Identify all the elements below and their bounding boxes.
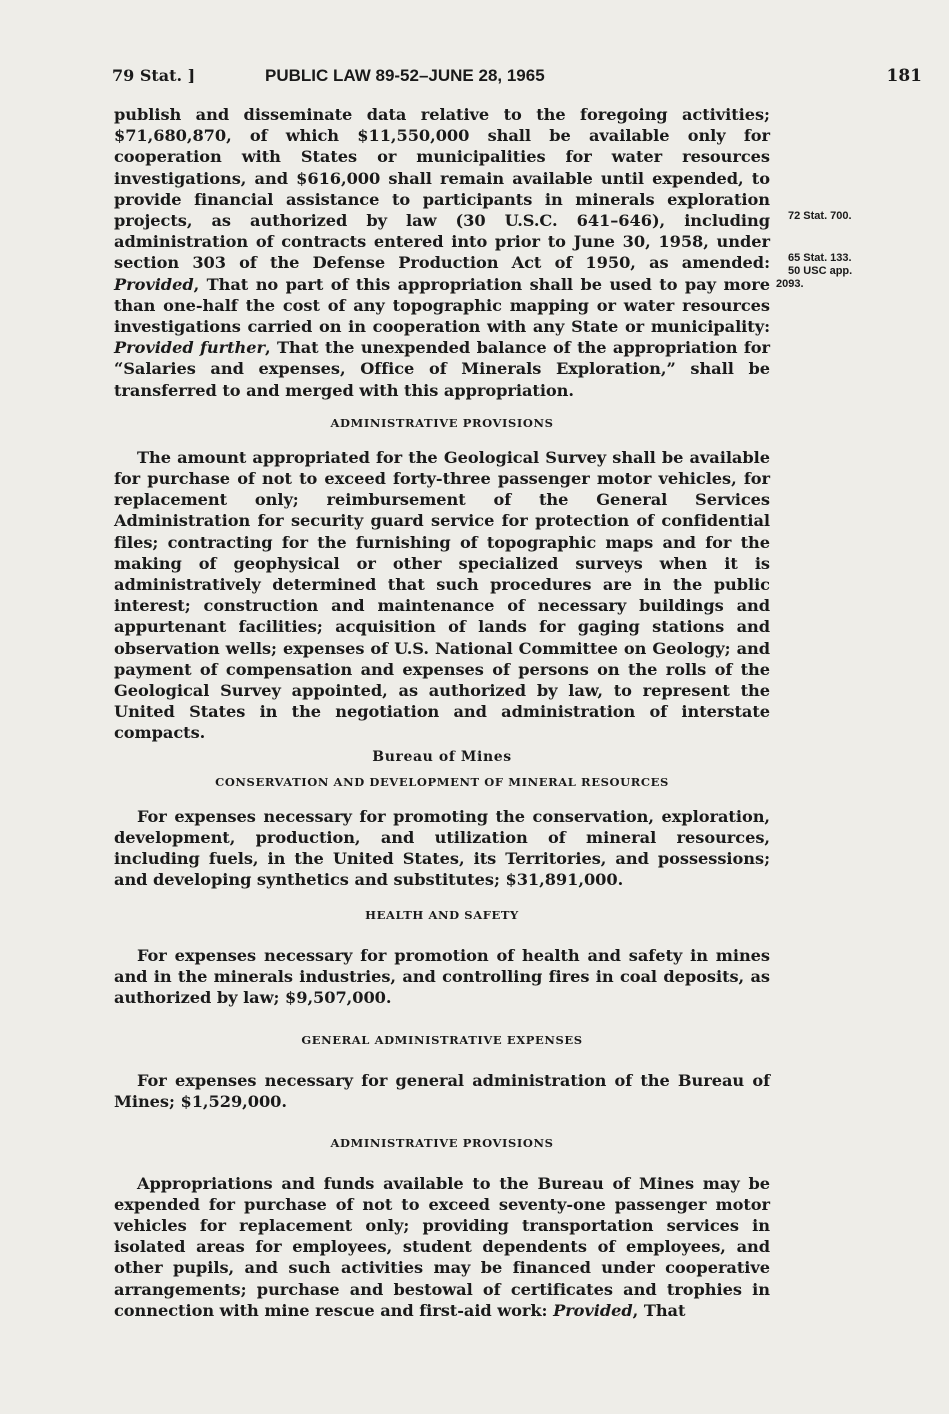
proviso-term: Provided — [114, 274, 194, 294]
statute-reference: 79 Stat. ] — [112, 66, 196, 85]
margin-citation: 65 Stat. 133. — [788, 252, 852, 264]
page-title: PUBLIC LAW 89-52–JUNE 28, 1965 — [265, 66, 545, 85]
paragraph: For expenses necessary for general administration of the Bureau of Mines; $1,529,000. — [114, 1071, 770, 1112]
margin-citation: 50 USC app. — [788, 265, 853, 277]
margin-citation: 2093. — [776, 278, 804, 290]
paragraph: publish and disseminate data relative to the foregoing activities; $71,680,870, of which $11,550,000 shall be available only for cooperation with States or municipalities for water resources investigations, and $616,000 shall remain available until expended, to provide financial assistance to participants in minerals exploration projects, as authorized by law (30 U.S.C. 641–646), including administration of contracts entered into prior to June 30, 1958, under section 303 of the Defense Production Act of 1950, as amended: Provided, That no part of this appropriation shall be used to pay more than one-half the cost of any topographic mapping or water resources investigations carried on in cooperation with any State or municipality: Provided further, That the unexpended balance of the appropriation for “Salaries and expenses, Office of Minerals Exploration,” shall be transferred to and merged with this appropriation. — [114, 105, 770, 400]
proviso-term: Provided — [553, 1300, 633, 1320]
paragraph: For expenses necessary for promoting the conservation, exploration, development, production, and utilization of mineral resources, including fuels, in the United States, its Territories, and possessions; and developing synthetics and substitutes; $31,891,000. — [114, 806, 770, 890]
section-heading: HEALTH AND SAFETY — [365, 907, 519, 922]
page-header — [112, 66, 922, 96]
margin-citation: 72 Stat. 700. — [788, 210, 852, 222]
page-number: 181 — [886, 66, 922, 86]
paragraph: Appropriations and funds available to the Bureau of Mines may be expended for purchase of not to exceed seventy-one passenger motor vehicles for replacement only; providing transportation services in isolated areas for employees, student dependents of employees, and other pupils, and such activities may be financed under cooperative arrangements; purchase and bestowal of certificates and trophies in connection with mine rescue and first-aid work: Provided, That — [114, 1173, 770, 1320]
section-heading: ADMINISTRATIVE PROVISIONS — [330, 415, 554, 430]
proviso-term: Provided further — [114, 338, 265, 358]
document-body — [114, 104, 770, 1321]
paragraph: For expenses necessary for promotion of health and safety in mines and in the minerals industries, and controlling fires in coal deposits, as authorized by law; $9,507,000. — [114, 945, 770, 1007]
section-heading: ADMINISTRATIVE PROVISIONS — [330, 1135, 554, 1150]
section-heading: CONSERVATION AND DEVELOPMENT OF MINERAL RESOURCES — [215, 774, 669, 789]
bureau-title: Bureau of Mines — [372, 748, 512, 765]
section-heading: GENERAL ADMINISTRATIVE EXPENSES — [301, 1033, 583, 1048]
paragraph: The amount appropriated for the Geological Survey shall be available for purchase of not to exceed forty-three passenger motor vehicles, for replacement only; reimbursement of the General Services Administration for security guard service for protection of confidential files; contracting for the furnishing of topographic maps and for the making of geophysical or other specialized surveys when it is administratively determined that such procedures are in the public interest; construction and maintenance of necessary buildings and appurtenant facilities; acquisition of lands for gaging stations and observation wells; expenses of U.S. National Committee on Geology; and payment of compensation and expenses of persons on the rolls of the Geological Survey appointed, as authorized by law, to represent the United States in the negotiation and administration of interstate compacts. — [114, 447, 770, 743]
